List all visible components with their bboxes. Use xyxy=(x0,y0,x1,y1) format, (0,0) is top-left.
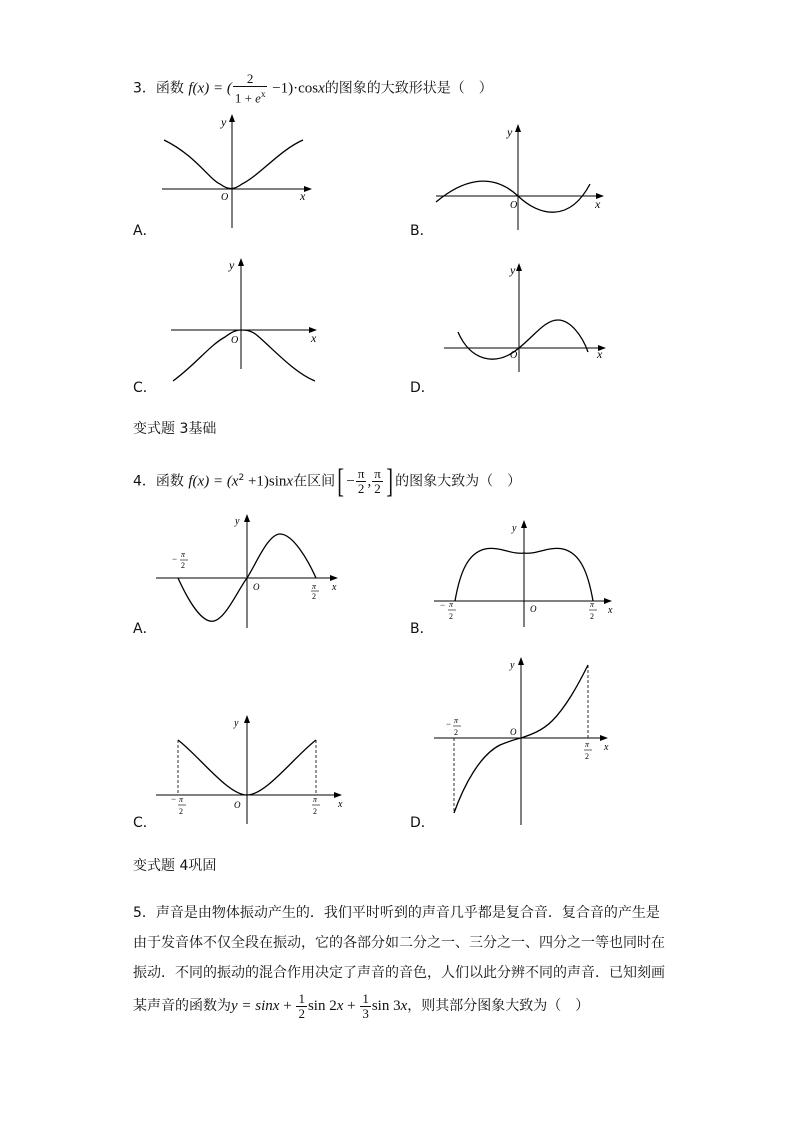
q3-lead: 函数 xyxy=(155,80,184,97)
svg-text:y: y xyxy=(512,523,517,534)
svg-text:y: y xyxy=(510,660,515,671)
svg-text:2: 2 xyxy=(179,807,183,816)
svg-text:y: y xyxy=(234,718,239,729)
svg-text:O: O xyxy=(510,727,517,737)
svg-text:O: O xyxy=(530,604,537,614)
q3-option-b[interactable]: B． xyxy=(410,223,434,239)
svg-text:x: x xyxy=(595,197,601,211)
variant-4-heading: 变式题 4巩固 xyxy=(133,858,217,874)
q4-graph-b xyxy=(430,517,620,629)
q4-option-a[interactable]: A． xyxy=(133,621,157,637)
svg-text:2: 2 xyxy=(454,728,458,737)
svg-text:−: − xyxy=(172,554,178,564)
q4-option-c[interactable]: C． xyxy=(133,815,157,831)
svg-text:x: x xyxy=(338,799,343,810)
svg-text:O: O xyxy=(231,335,239,346)
svg-text:2: 2 xyxy=(181,561,185,570)
svg-text:y: y xyxy=(510,263,516,277)
svg-text:O: O xyxy=(253,582,260,592)
q5-line-4: 某声音的函数为y = sinx + $\frac{1}{2}$ sin 2x + $\frac{1}{3}$ sin 3x，则其部分图象大致为（ ） xyxy=(133,990,590,1021)
q4-graph-c xyxy=(150,712,350,827)
q3-option-a[interactable]: A． xyxy=(133,223,157,239)
q5-stem xyxy=(133,898,673,1024)
svg-text:x: x xyxy=(608,605,613,616)
svg-text:π: π xyxy=(181,550,186,559)
svg-text:y: y xyxy=(229,258,235,272)
svg-text:O: O xyxy=(234,800,241,810)
q4-graph-a xyxy=(150,510,345,632)
q3-graph-a xyxy=(150,110,320,235)
svg-text:π: π xyxy=(590,600,595,609)
q3-fx: f(x) = ( xyxy=(188,80,232,97)
q3-tail-text: 的图象的大致形状是（ ） xyxy=(324,80,493,97)
q4-graph-d xyxy=(430,655,620,830)
q3-option-d[interactable]: D． xyxy=(410,380,435,396)
svg-text:π: π xyxy=(449,600,454,609)
svg-text:π: π xyxy=(454,716,459,725)
svg-text:x: x xyxy=(597,347,603,361)
q4-option-d[interactable]: D． xyxy=(410,815,435,831)
svg-text:2: 2 xyxy=(312,592,316,601)
svg-text:2: 2 xyxy=(449,612,453,621)
q3-graph-d xyxy=(440,260,610,375)
q3-tail-math: −1)·cos xyxy=(268,80,319,97)
q3-graph-c xyxy=(165,255,330,385)
q5-line-3: 振动．不同的振动的混合作用决定了声音的音色，人们以此分辨不同的声音．已知刻画 xyxy=(133,965,665,981)
svg-text:2: 2 xyxy=(313,807,317,816)
svg-text:2: 2 xyxy=(590,612,594,621)
svg-text:y: y xyxy=(507,125,513,139)
svg-text:x: x xyxy=(332,582,337,593)
q4-option-b[interactable]: B． xyxy=(410,621,434,637)
svg-text:O: O xyxy=(510,200,518,211)
q3-fraction: $\frac{2}{1 + e^x}$ xyxy=(234,71,266,106)
q3-graph-b xyxy=(430,122,610,234)
svg-text:π: π xyxy=(312,582,317,591)
svg-text:π: π xyxy=(313,795,318,804)
q5-line-2: 由于发音体不仅全段在振动，它的各部分如二分之一、三分之一、四分之一等也同时在 xyxy=(133,935,665,951)
axis-x-label: x xyxy=(300,189,306,203)
q4-stem: 4．函数 $f(x) = (x^2 +1)\sin x$在区间[ − $\frac{\pi}{2}$ , $\frac{\pi}{2}$ ] 的图象大致为（ ） xyxy=(133,462,522,500)
q3-stem: 3．函数 f(x) = ( $\frac{2}{1 + e^x}$ −1)·cosx的图象的大致形状是（ ） xyxy=(133,71,493,106)
svg-text:−: − xyxy=(446,719,452,729)
variant-3-heading: 变式题 3基础 xyxy=(133,421,217,437)
axis-y-label: y xyxy=(221,115,227,129)
svg-text:π: π xyxy=(179,795,184,804)
q3-option-c[interactable]: C． xyxy=(133,380,157,396)
svg-text:−: − xyxy=(440,600,446,610)
svg-text:y: y xyxy=(235,516,240,527)
svg-text:−: − xyxy=(171,794,177,804)
q3-number: 3． xyxy=(133,80,156,97)
svg-text:π: π xyxy=(585,740,590,749)
svg-text:x: x xyxy=(311,331,317,345)
svg-text:2: 2 xyxy=(585,752,589,761)
origin-label: O xyxy=(221,192,229,203)
svg-text:O: O xyxy=(510,350,518,361)
svg-text:x: x xyxy=(604,742,609,753)
q5-line-1: 5．声音是由物体振动产生的．我们平时听到的声音几乎都是复合音．复合音的产生是 xyxy=(133,905,660,921)
